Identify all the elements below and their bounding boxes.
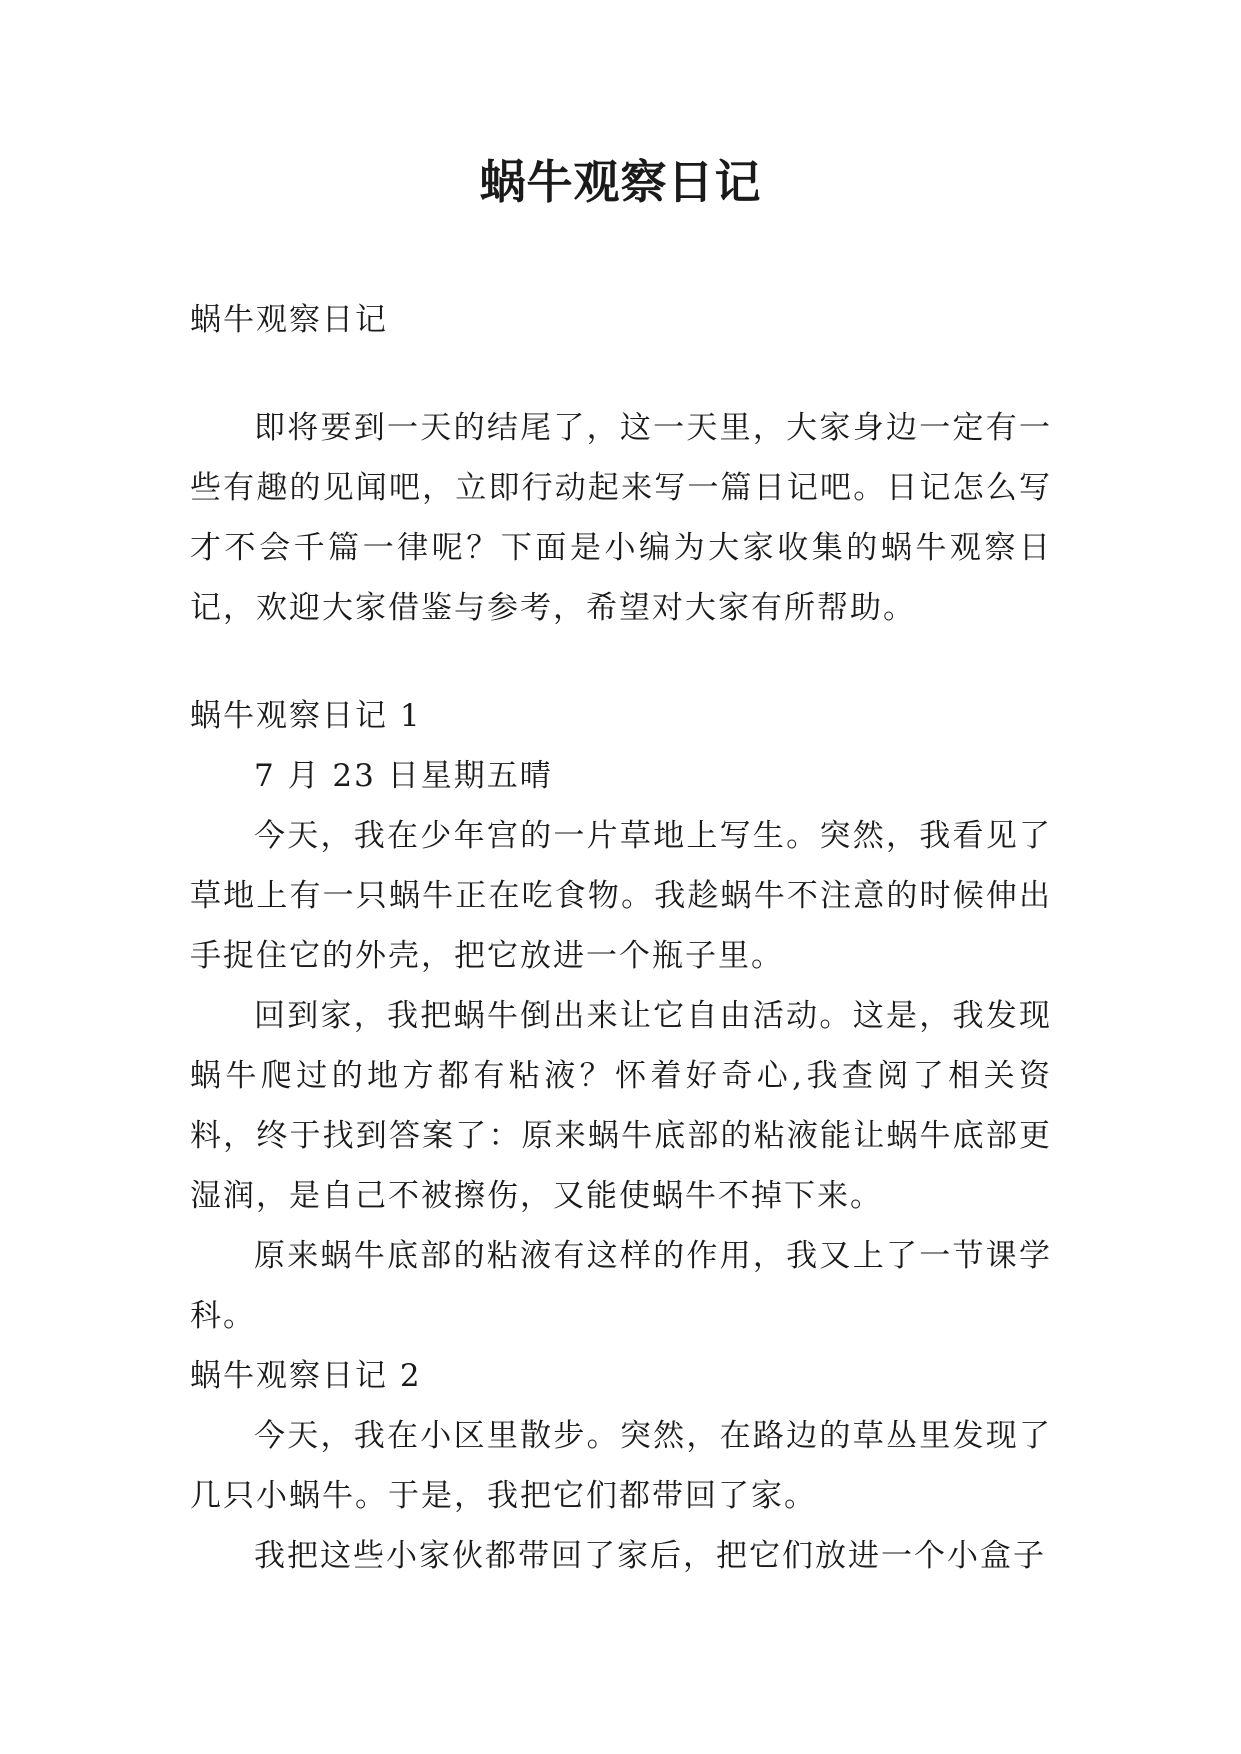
entry-2-paragraph-1: 今天，我在小区里散步。突然，在路边的草丛里发现了几只小蜗牛。于是，我把它们都带回了家。 — [190, 1418, 1052, 1514]
entry-2-paragraph-2: 我把这些小家伙都带回了家后，把它们放进一个小盒子 — [254, 1538, 1046, 1574]
entry-1-date: 7 月 23 日星期五晴 — [254, 758, 553, 794]
entry-1-paragraph-1: 今天，我在少年宫的一片草地上写生。突然，我看见了草地上有一只蜗牛正在吃食物。我趁蜗牛不注意的时候伸出手捉住它的外壳，把它放进一个瓶子里。 — [190, 818, 1052, 974]
intro-paragraph: 即将要到一天的结尾了，这一天里，大家身边一定有一些有趣的见闻吧，立即行动起来写一篇日记吧。日记怎么写才不会千篇一律呢？下面是小编为大家收集的蜗牛观察日记，欢迎大家借鉴与参考，希望对大家有所帮助。 — [190, 410, 1052, 626]
document-subtitle: 蜗牛观察日记 — [190, 302, 388, 338]
document-title: 蜗牛观察日记 — [479, 155, 762, 209]
entry-1-paragraph-3: 原来蜗牛底部的粘液有这样的作用，我又上了一节课学科。 — [190, 1238, 1052, 1334]
entry-1-paragraph-2: 回到家，我把蜗牛倒出来让它自由活动。这是，我发现蜗牛爬过的地方都有粘液？怀着好奇心,我查阅了相关资料，终于找到答案了：原来蜗牛底部的粘液能让蜗牛底部更湿润，是自己不被擦伤，又能使蜗牛不掉下来。 — [190, 998, 1052, 1214]
entry-1-heading: 蜗牛观察日记 1 — [190, 698, 422, 734]
document-body — [190, 290, 1052, 1586]
entry-2-heading: 蜗牛观察日记 2 — [190, 1358, 422, 1394]
